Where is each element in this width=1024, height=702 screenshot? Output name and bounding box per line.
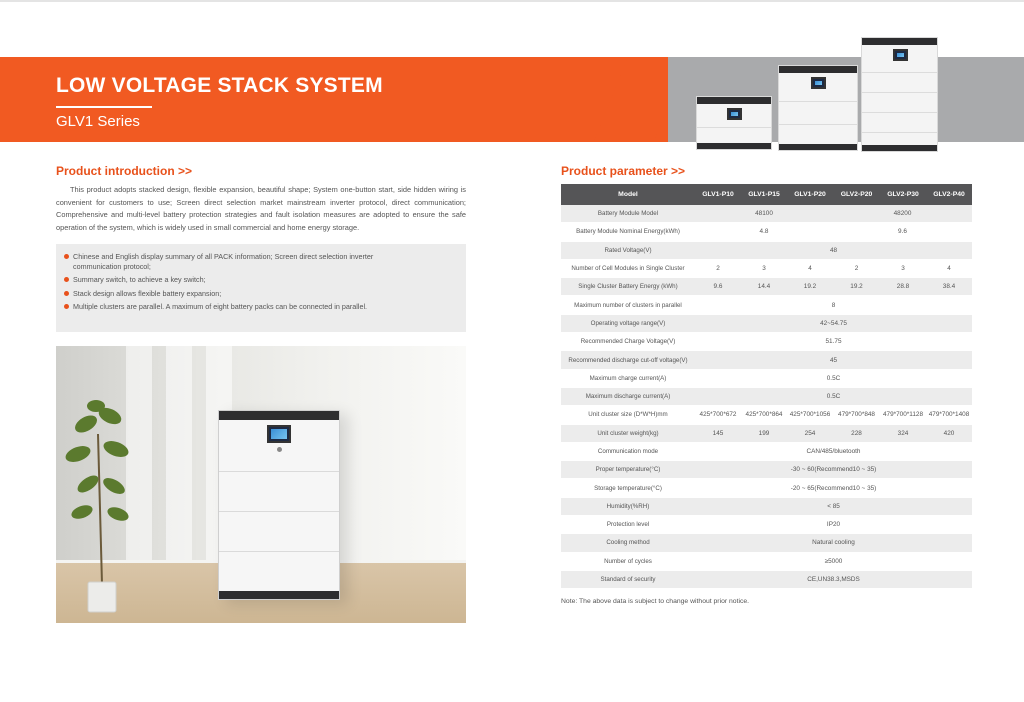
- table-cell: 4.8: [695, 223, 833, 241]
- column-header: GLV2-P30: [880, 184, 926, 205]
- table-body: [561, 205, 972, 589]
- table-row: [561, 223, 972, 241]
- row-label: Unit cluster size (D*W*H)mm: [561, 406, 695, 424]
- top-divider: [0, 0, 1024, 2]
- table-row: [561, 241, 972, 259]
- intro-heading: Product introduction >>: [56, 164, 193, 178]
- table-row: [561, 296, 972, 314]
- row-label: Storage temperature(°C): [561, 479, 695, 497]
- column-header: GLV2-P40: [926, 184, 972, 205]
- column-header: GLV1-P10: [695, 184, 741, 205]
- table-cell: CAN/485/bluetooth: [695, 442, 972, 460]
- row-label: Battery Module Nominal Energy(kWh): [561, 223, 695, 241]
- row-label: Recommended Charge Voltage(V): [561, 333, 695, 351]
- row-label: Protection level: [561, 516, 695, 534]
- row-label: Proper temperature(°C): [561, 461, 695, 479]
- table-cell: 479*700*1128: [880, 406, 926, 424]
- table-cell: 9.6: [695, 278, 741, 296]
- plant-icon: [58, 394, 138, 614]
- table-row: [561, 278, 972, 296]
- table-cell: 14.4: [741, 278, 787, 296]
- table-cell: 0.5C: [695, 369, 972, 387]
- feature-item: Multiple clusters are parallel. A maximum of eight battery packs can be connected in parallel.: [64, 302, 408, 312]
- table-cell: 45: [695, 351, 972, 369]
- table-row: [561, 333, 972, 351]
- title-underline: [56, 106, 152, 108]
- table-cell: 324: [880, 424, 926, 442]
- table-row: [561, 205, 972, 223]
- column-header: Model: [561, 184, 695, 205]
- bullet-icon: [64, 291, 69, 296]
- table-row: [561, 516, 972, 534]
- row-label: Maximum discharge current(A): [561, 387, 695, 405]
- table-cell: 3: [741, 259, 787, 277]
- disclaimer-note: Note: The above data is subject to change without prior notice.: [561, 598, 750, 605]
- row-label: Single Cluster Battery Energy (kWh): [561, 278, 695, 296]
- table-header-row: [561, 184, 972, 205]
- table-cell: Natural cooling: [695, 534, 972, 552]
- table-cell: 19.2: [833, 278, 880, 296]
- row-label: Rated Voltage(V): [561, 241, 695, 259]
- table-cell: 479*700*848: [833, 406, 880, 424]
- table-cell: 425*700*672: [695, 406, 741, 424]
- table-cell: 19.2: [787, 278, 833, 296]
- table-cell: 38.4: [926, 278, 972, 296]
- feature-item: Stack design allows flexible battery expansion;: [64, 289, 408, 299]
- params-heading: Product parameter >>: [561, 164, 686, 178]
- table-row: [561, 570, 972, 588]
- product-unit-medium: [778, 65, 858, 151]
- table-cell: IP20: [695, 516, 972, 534]
- row-label: Communication mode: [561, 442, 695, 460]
- table-cell: 479*700*1408: [926, 406, 972, 424]
- row-label: Number of Cell Modules in Single Cluster: [561, 259, 695, 277]
- column-header: GLV1-P20: [787, 184, 833, 205]
- features-box: [56, 244, 466, 332]
- table-cell: CE,UN38.3,MSDS: [695, 570, 972, 588]
- table-row: [561, 461, 972, 479]
- table-cell: 8: [695, 296, 972, 314]
- table-row: [561, 406, 972, 424]
- table-row: [561, 479, 972, 497]
- column-header: GLV1-P15: [741, 184, 787, 205]
- features-list: [56, 244, 466, 312]
- table-cell: 425*700*1056: [787, 406, 833, 424]
- table-row: [561, 552, 972, 570]
- display-screen: [267, 425, 291, 443]
- power-button-icon: [277, 447, 282, 452]
- table-cell: 145: [695, 424, 741, 442]
- feature-item: Chinese and English display summary of all PACK information; Screen direct selection inverter communication protocol;: [64, 252, 408, 271]
- table-cell: 3: [880, 259, 926, 277]
- table-cell: 9.6: [833, 223, 972, 241]
- column-header: GLV2-P20: [833, 184, 880, 205]
- row-label: Unit cluster weight(kg): [561, 424, 695, 442]
- product-unit-small: [696, 96, 772, 150]
- table-cell: < 85: [695, 497, 972, 515]
- intro-paragraph: This product adopts stacked design, flexible expansion, beautiful shape; System one-button start, side hidden wiring is convenient for customers to use; Screen direct selection market mainstream inverter protocol, direct communication; Comprehensive and multi-level battery protection strategies and fault isolation measures are adopted to ensure the safe operation of the system, which is widely used in small commercial and home energy storage.: [56, 185, 466, 232]
- table-cell: 48: [695, 241, 972, 259]
- product-photo: [56, 346, 466, 623]
- row-label: Standard of security: [561, 570, 695, 588]
- table-cell: -20 ~ 65(Recommend10 ~ 35): [695, 479, 972, 497]
- row-label: Recommended discharge cut-off voltage(V): [561, 351, 695, 369]
- table-row: [561, 369, 972, 387]
- table-row: [561, 424, 972, 442]
- table-cell: 51.75: [695, 333, 972, 351]
- table-cell: 4: [787, 259, 833, 277]
- feature-item: Summary switch, to achieve a key switch;: [64, 275, 408, 285]
- product-unit-large: [861, 37, 938, 152]
- table-cell: 2: [833, 259, 880, 277]
- table-row: [561, 387, 972, 405]
- table-cell: 42~54.75: [695, 314, 972, 332]
- table-cell: 0.5C: [695, 387, 972, 405]
- table-cell: -30 ~ 60(Recommend10 ~ 35): [695, 461, 972, 479]
- parameter-table: [561, 184, 972, 589]
- table-cell: 228: [833, 424, 880, 442]
- table-cell: 4: [926, 259, 972, 277]
- bullet-icon: [64, 304, 69, 309]
- battery-stack: [218, 410, 340, 600]
- table-cell: 254: [787, 424, 833, 442]
- bullet-icon: [64, 277, 69, 282]
- page-title: LOW VOLTAGE STACK SYSTEM: [56, 74, 383, 97]
- row-label: Battery Module Model: [561, 205, 695, 223]
- table-cell: 420: [926, 424, 972, 442]
- table-cell: 2: [695, 259, 741, 277]
- row-label: Number of cycles: [561, 552, 695, 570]
- row-label: Maximum number of clusters in parallel: [561, 296, 695, 314]
- table-cell: 48100: [695, 205, 833, 223]
- page-subtitle: GLV1 Series: [56, 113, 140, 130]
- table-row: [561, 314, 972, 332]
- table-row: [561, 442, 972, 460]
- row-label: Maximum charge current(A): [561, 369, 695, 387]
- row-label: Humidity(%RH): [561, 497, 695, 515]
- bullet-icon: [64, 254, 69, 259]
- table-cell: 425*700*864: [741, 406, 787, 424]
- table-cell: 48200: [833, 205, 972, 223]
- table-cell: 199: [741, 424, 787, 442]
- table-cell: ≥5000: [695, 552, 972, 570]
- row-label: Operating voltage range(V): [561, 314, 695, 332]
- table-row: [561, 351, 972, 369]
- table-row: [561, 534, 972, 552]
- row-label: Cooling method: [561, 534, 695, 552]
- table-row: [561, 497, 972, 515]
- table-row: [561, 259, 972, 277]
- table-cell: 28.8: [880, 278, 926, 296]
